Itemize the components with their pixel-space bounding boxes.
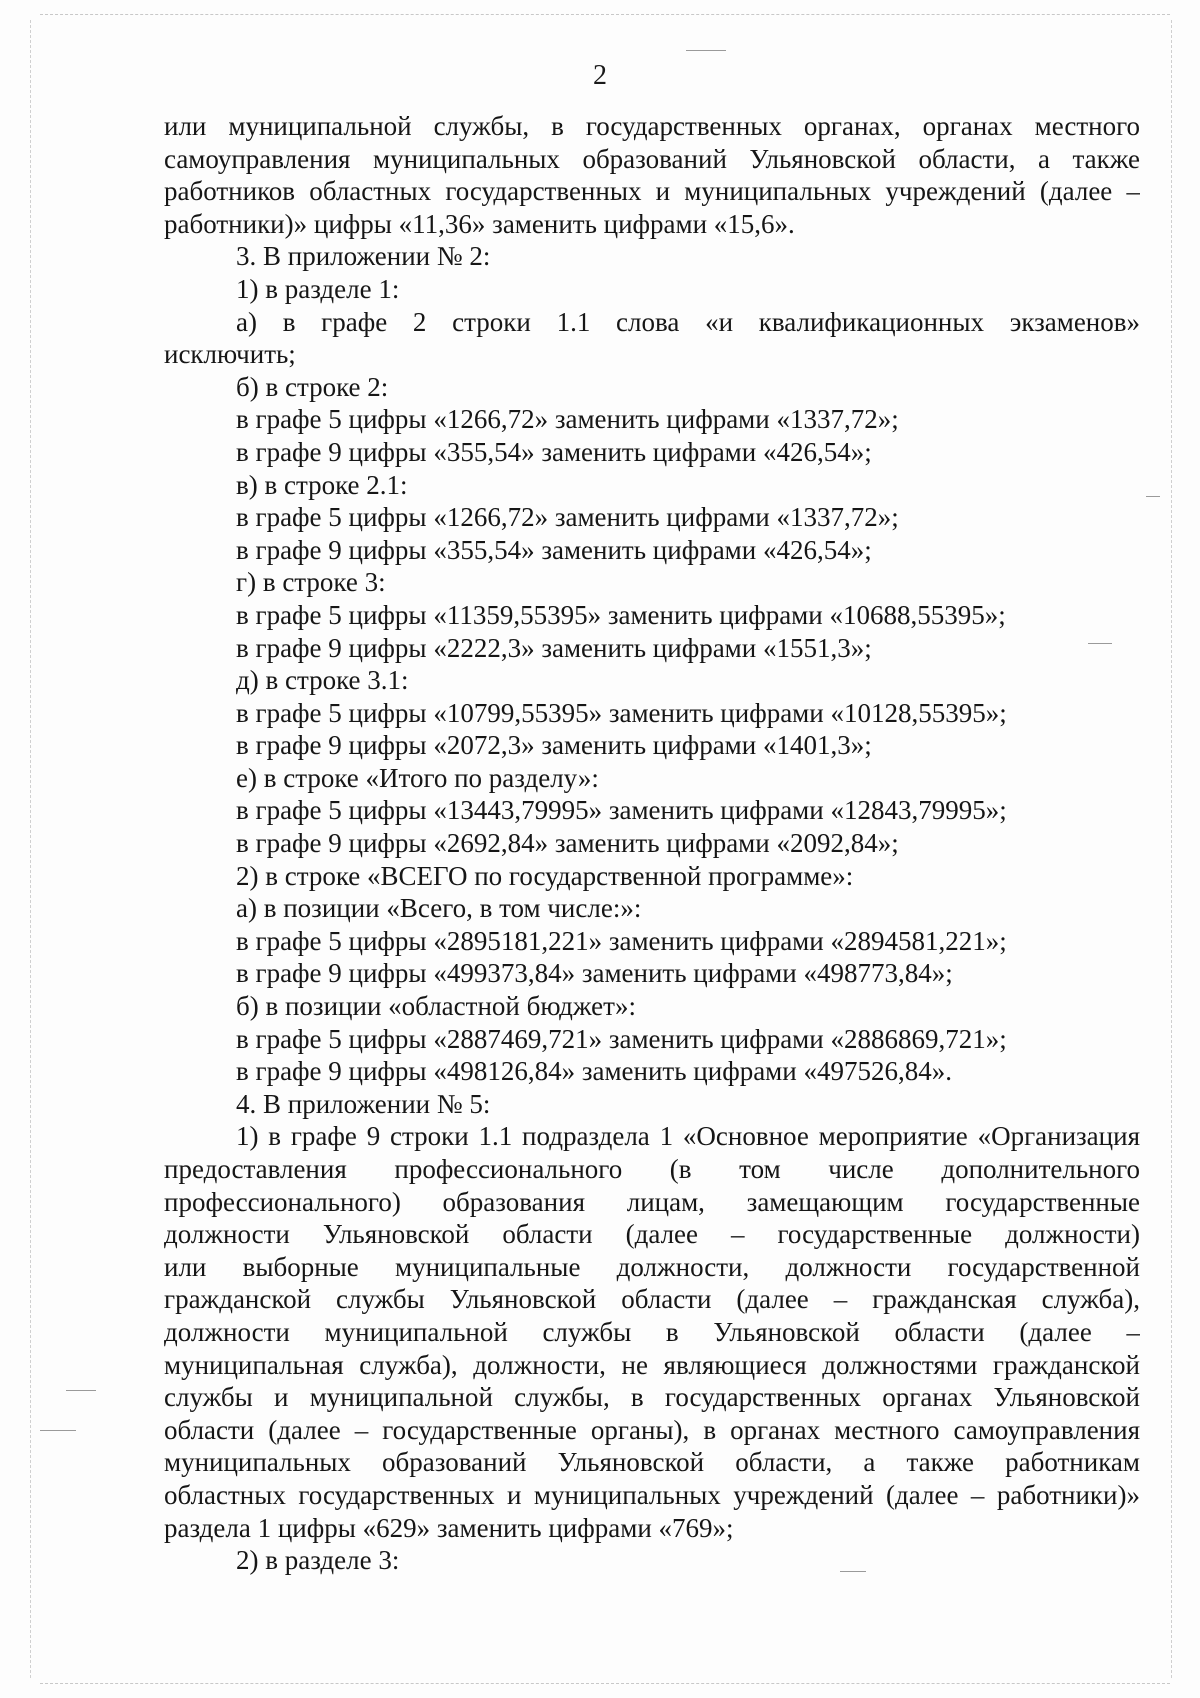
text-line: 1) в графе 9 строки 1.1 подраздела 1 «Основное мероприятие «Организация (236, 1121, 1140, 1152)
text-line: б) в строке 2: (236, 371, 389, 402)
text-line: в графе 5 цифры «2887469,721» заменить цифрами «2886869,721»; (236, 1023, 1007, 1054)
text-line: в графе 5 цифры «10799,55395» заменить цифрами «10128,55395»; (236, 697, 1007, 728)
scan-speck (66, 1390, 96, 1391)
text-line: 2) в разделе 3: (236, 1545, 400, 1576)
text-line: профессионального) образования лицам, замещающим государственные (164, 1186, 1140, 1217)
scan-speck (40, 1430, 76, 1431)
text-line: работники)» цифры «11,36» заменить цифрами «15,6». (164, 208, 795, 239)
text-line: исключить; (164, 339, 296, 370)
text-line: областных государственных и муниципальных учреждений (далее – работники)» (164, 1479, 1140, 1510)
text-line: 2) в строке «ВСЕГО по государственной программе»: (236, 860, 854, 891)
scan-speck (686, 50, 726, 51)
text-line: в графе 9 цифры «498126,84» заменить цифрами «497526,84». (236, 1056, 952, 1087)
text-line: предоставления профессионального (в том числе дополнительного (164, 1154, 1140, 1184)
text-line: в) в строке 2.1: (236, 469, 408, 500)
text-line: а) в позиции «Всего, в том числе:»: (236, 893, 642, 924)
text-line: в графе 9 цифры «355,54» заменить цифрами «426,54»; (236, 436, 872, 467)
text-line: должности Ульяновской области (далее – государственные должности) (164, 1219, 1140, 1250)
text-line: е) в строке «Итого по разделу»: (236, 762, 599, 793)
text-line: или муниципальной службы, в государственных органах, органах местного (164, 111, 1140, 141)
text-line: в графе 5 цифры «1266,72» заменить цифрами «1337,72»; (236, 404, 899, 435)
text-line: 4. В приложении № 5: (236, 1088, 491, 1119)
text-line: в графе 9 цифры «2072,3» заменить цифрами «1401,3»; (236, 730, 872, 761)
text-line: работников областных государственных и муниципальных учреждений (далее – (164, 176, 1140, 207)
text-line: д) в строке 3.1: (236, 665, 409, 696)
text-line: гражданской службы Ульяновской области (далее – гражданская служба), (164, 1284, 1140, 1315)
text-line: в графе 9 цифры «499373,84» заменить цифрами «498773,84»; (236, 958, 953, 989)
text-line: в графе 5 цифры «13443,79995» заменить цифрами «12843,79995»; (236, 795, 1007, 826)
text-line: раздела 1 цифры «629» заменить цифрами «769»; (164, 1512, 734, 1543)
text-line: области (далее – государственные органы), в органах местного самоуправления (164, 1414, 1140, 1445)
text-line: в графе 5 цифры «1266,72» заменить цифрами «1337,72»; (236, 502, 899, 533)
document-body (164, 110, 1140, 1577)
scan-speck (1146, 496, 1160, 497)
text-line: б) в позиции «областной бюджет»: (236, 991, 636, 1022)
text-line: или выборные муниципальные должности, должности государственной (164, 1251, 1140, 1282)
text-line: а) в графе 2 строки 1.1 слова «и квалификационных экзаменов» (236, 306, 1140, 337)
scan-edge-right (1171, 20, 1172, 1678)
text-line: должности муниципальной службы в Ульяновской области (далее – (164, 1316, 1140, 1347)
scan-edge-bottom (40, 1683, 1170, 1684)
text-line: в графе 9 цифры «355,54» заменить цифрами «426,54»; (236, 534, 872, 565)
scan-edge-left (30, 20, 31, 1678)
text-line: в графе 5 цифры «11359,55395» заменить цифрами «10688,55395»; (236, 599, 1006, 630)
text-line: муниципальная служба), должности, не являющиеся должностями гражданской (164, 1349, 1140, 1380)
text-line: самоуправления муниципальных образований Ульяновской области, а также (164, 143, 1140, 174)
scan-edge-top (40, 14, 1170, 15)
text-line: службы и муниципальной службы, в государственных органах Ульяновской (164, 1382, 1140, 1413)
text-line: 3. В приложении № 2: (236, 241, 491, 272)
text-line: 1) в разделе 1: (236, 273, 400, 304)
text-line: муниципальных образований Ульяновской области, а также работникам (164, 1447, 1140, 1478)
text-line: в графе 9 цифры «2222,3» заменить цифрами «1551,3»; (236, 632, 872, 663)
text-line: в графе 9 цифры «2692,84» заменить цифрами «2092,84»; (236, 828, 899, 859)
text-line: в графе 5 цифры «2895181,221» заменить цифрами «2894581,221»; (236, 925, 1007, 956)
text-line: г) в строке 3: (236, 567, 386, 598)
page-number: 2 (593, 60, 607, 91)
